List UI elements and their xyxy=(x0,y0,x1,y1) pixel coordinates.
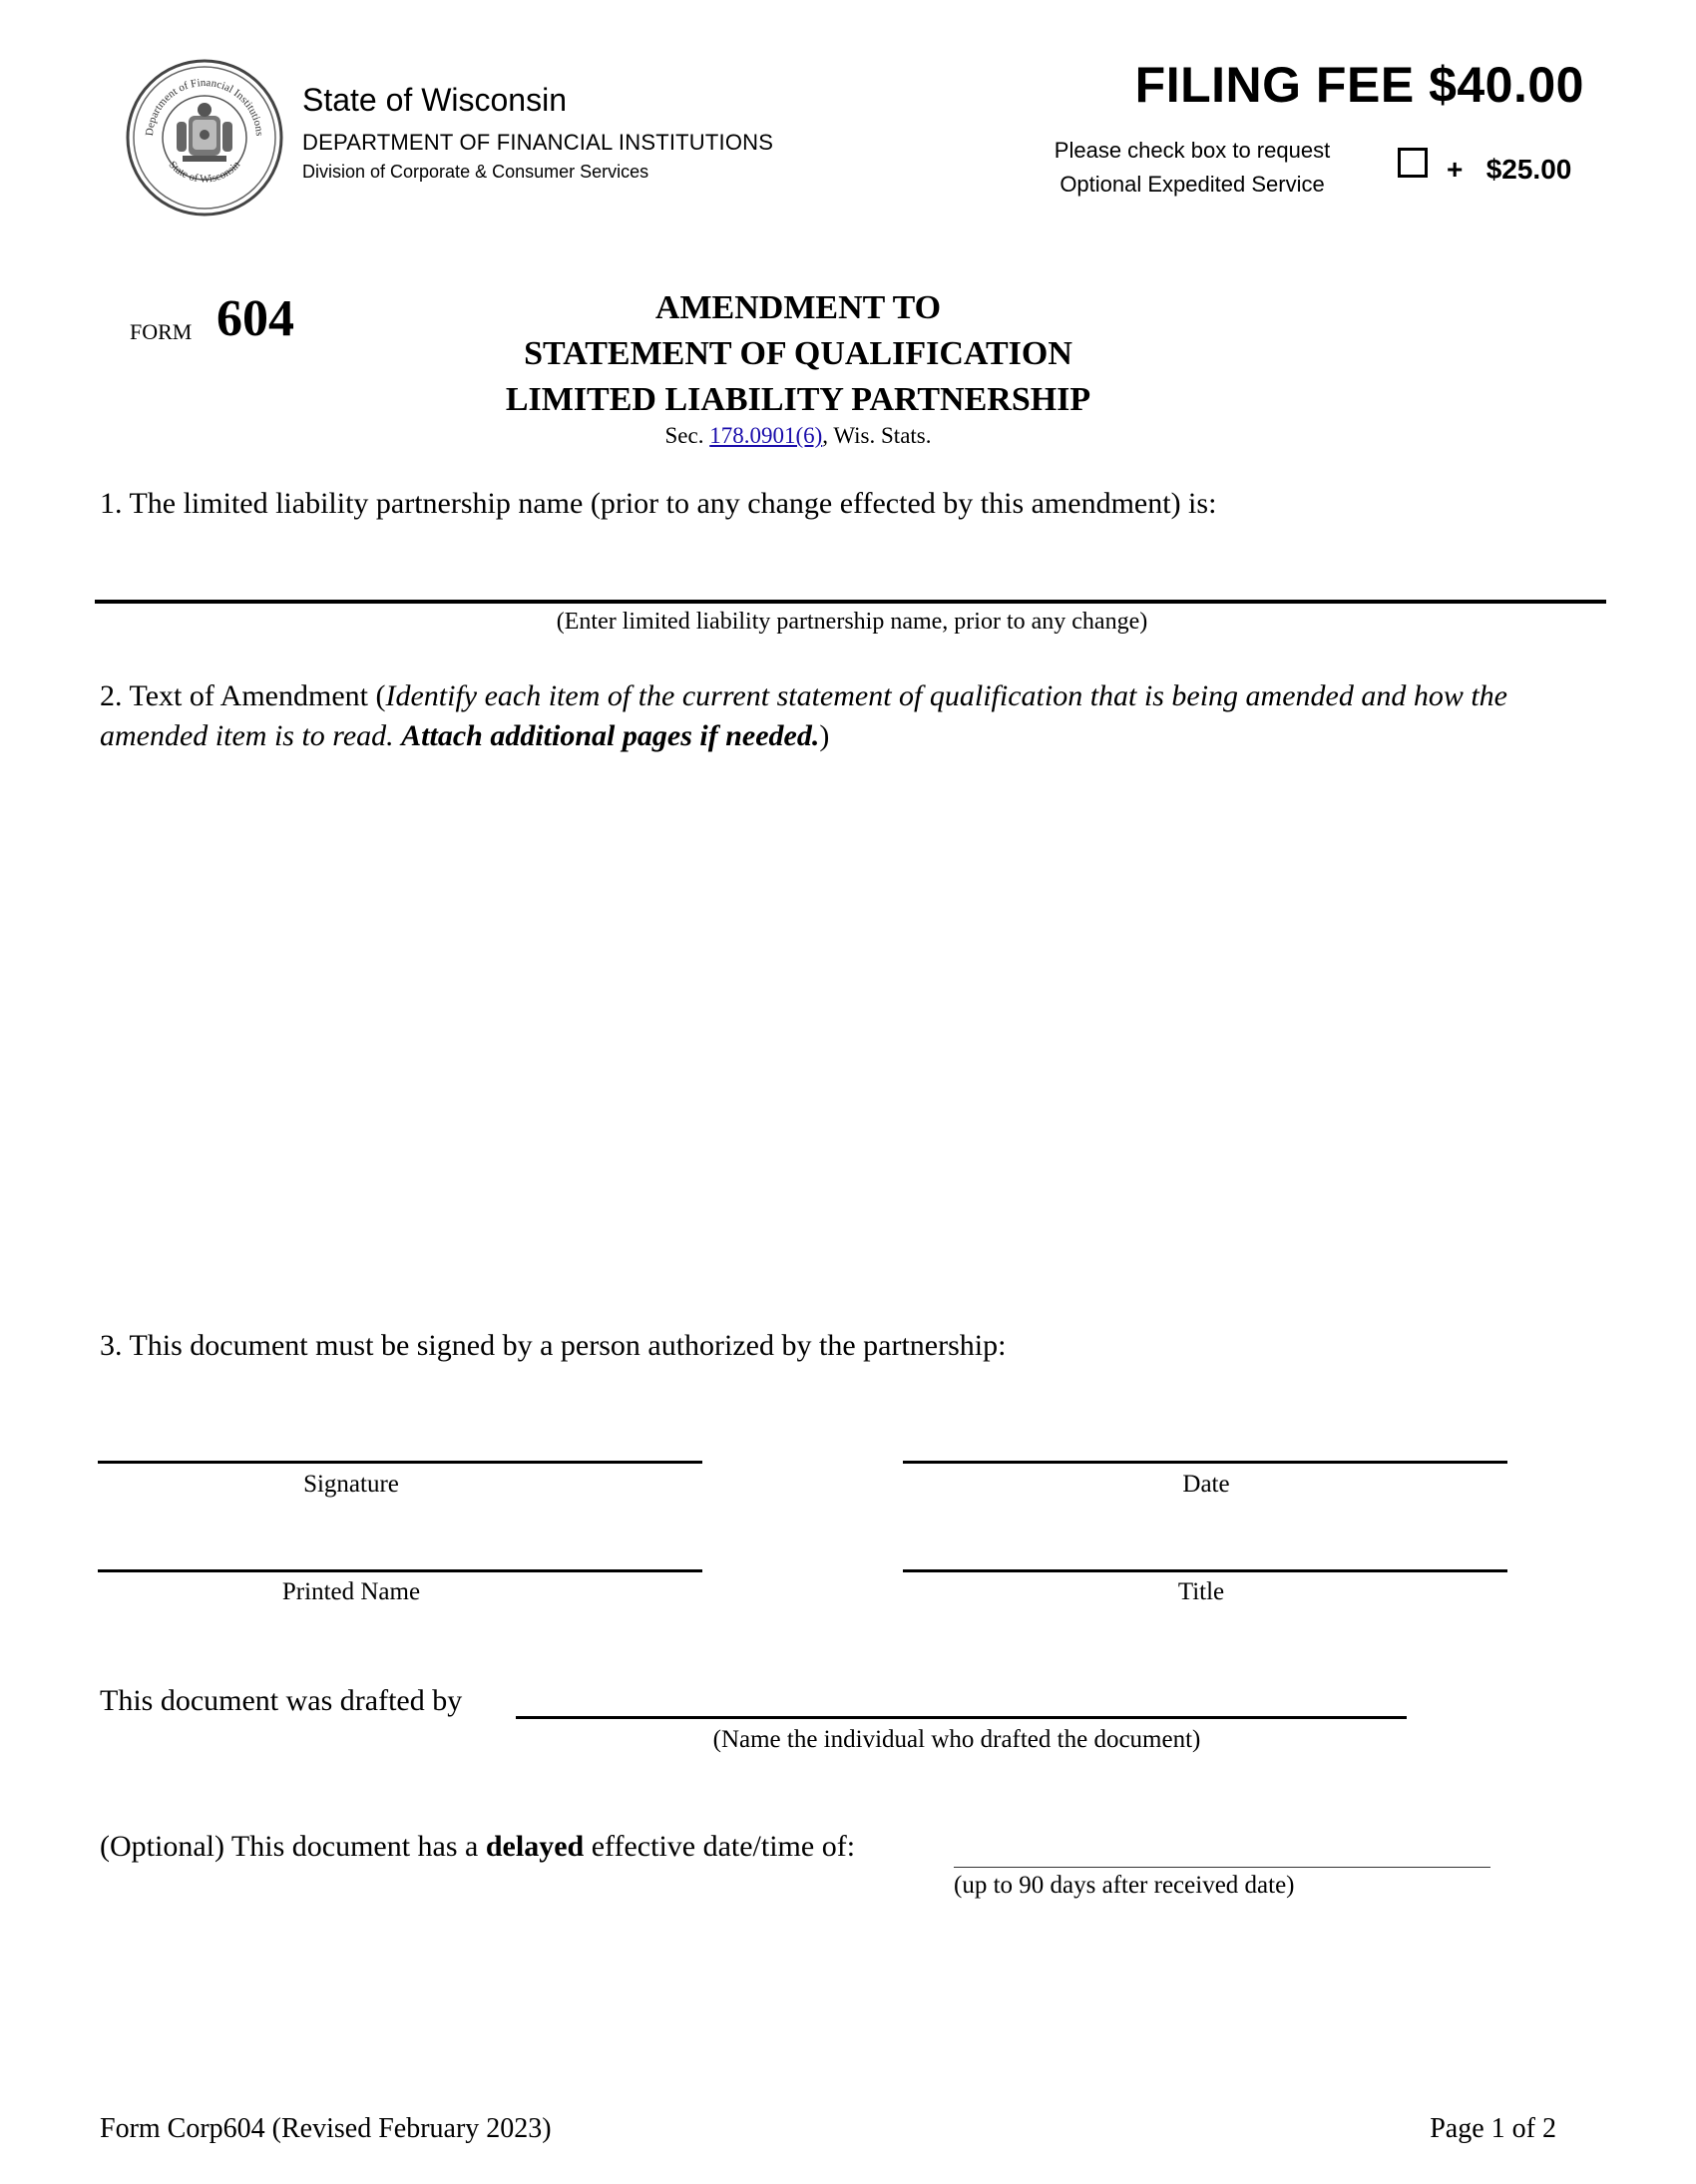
title-line[interactable] xyxy=(903,1569,1507,1572)
date-line[interactable] xyxy=(903,1461,1507,1464)
item-2-instructions: Identify each item of the current statement of qualification that is being amended and how the amended item is to read. xyxy=(100,679,1507,752)
item-2-text xyxy=(100,676,1606,756)
delayed-date-prefix: (Optional) This document has a xyxy=(100,1830,486,1863)
agency-state-name: State of Wisconsin xyxy=(302,82,567,118)
delayed-date-label xyxy=(100,1830,855,1864)
signature-line[interactable] xyxy=(98,1461,702,1464)
expedite-fee-amount: $25.00 xyxy=(1485,154,1572,185)
drafted-by-line[interactable] xyxy=(516,1716,1407,1719)
delayed-date-suffix: effective date/time of: xyxy=(584,1830,856,1863)
svg-text:State of Wisconsin: State of Wisconsin xyxy=(166,159,243,186)
svg-text:Department of Financial Instit: Department of Financial Institutions xyxy=(143,76,265,137)
partnership-name-line[interactable] xyxy=(95,600,1606,604)
agency-department: DEPARTMENT OF FINANCIAL INSTITUTIONS xyxy=(302,130,774,155)
filing-fee-heading: FILING FEE $40.00 xyxy=(1134,57,1584,113)
statute-prefix: Sec. xyxy=(664,423,704,448)
signature-caption: Signature xyxy=(303,1471,399,1498)
printed-name-caption: Printed Name xyxy=(281,1578,421,1605)
amendment-text-area[interactable] xyxy=(100,768,1606,1287)
statute-reference xyxy=(394,423,1202,449)
statute-suffix: , Wis. Stats. xyxy=(822,423,932,448)
item-2-attach-note: Attach additional pages if needed. xyxy=(401,719,820,752)
expedite-fee xyxy=(1447,154,1571,186)
expedite-line-2: Optional Expedited Service xyxy=(1060,172,1325,197)
item-2-lead: 2. Text of Amendment ( xyxy=(100,679,386,712)
delayed-date-line[interactable] xyxy=(954,1867,1490,1868)
form-number: 604 xyxy=(216,290,294,347)
form-revision-footer: Form Corp604 (Revised February 2023) xyxy=(100,2113,552,2144)
drafted-by-label: This document was drafted by xyxy=(100,1684,463,1717)
partnership-name-caption: (Enter limited liability partnership name, prior to any change) xyxy=(556,609,1148,635)
agency-division: Division of Corporate & Consumer Services xyxy=(302,162,649,182)
item-2-close: ) xyxy=(819,719,830,752)
form-label: FORM xyxy=(130,319,193,344)
item-3-text: 3. This document must be signed by a person authorized by the partnership: xyxy=(100,1329,1007,1362)
form-title-line-2: STATEMENT OF QUALIFICATION xyxy=(524,335,1072,372)
item-1-text: 1. The limited liability partnership name (prior to any change effected by this amendment) is: xyxy=(100,487,1217,520)
delayed-date-caption: (up to 90 days after received date) xyxy=(954,1872,1295,1899)
form-title xyxy=(394,285,1202,423)
expedite-line-1: Please check box to request xyxy=(1054,138,1331,163)
printed-name-line[interactable] xyxy=(98,1569,702,1572)
statute-link[interactable]: 178.0901(6) xyxy=(709,423,823,448)
seal-graphic xyxy=(125,58,284,218)
date-caption: Date xyxy=(1182,1471,1230,1498)
form-title-line-1: AMENDMENT TO xyxy=(654,289,942,326)
expedite-plus: + xyxy=(1447,154,1464,185)
drafted-by-caption: (Name the individual who drafted the document) xyxy=(712,1726,1201,1753)
delayed-keyword: delayed xyxy=(485,1830,585,1863)
title-caption: Title xyxy=(1177,1578,1225,1605)
expedite-checkbox[interactable] xyxy=(1398,148,1428,178)
state-seal-logo xyxy=(125,58,284,218)
page-number: Page 1 of 2 xyxy=(1430,2113,1556,2144)
form-title-line-3: LIMITED LIABILITY PARTNERSHIP xyxy=(505,381,1091,418)
expedite-request-text xyxy=(1028,134,1357,202)
